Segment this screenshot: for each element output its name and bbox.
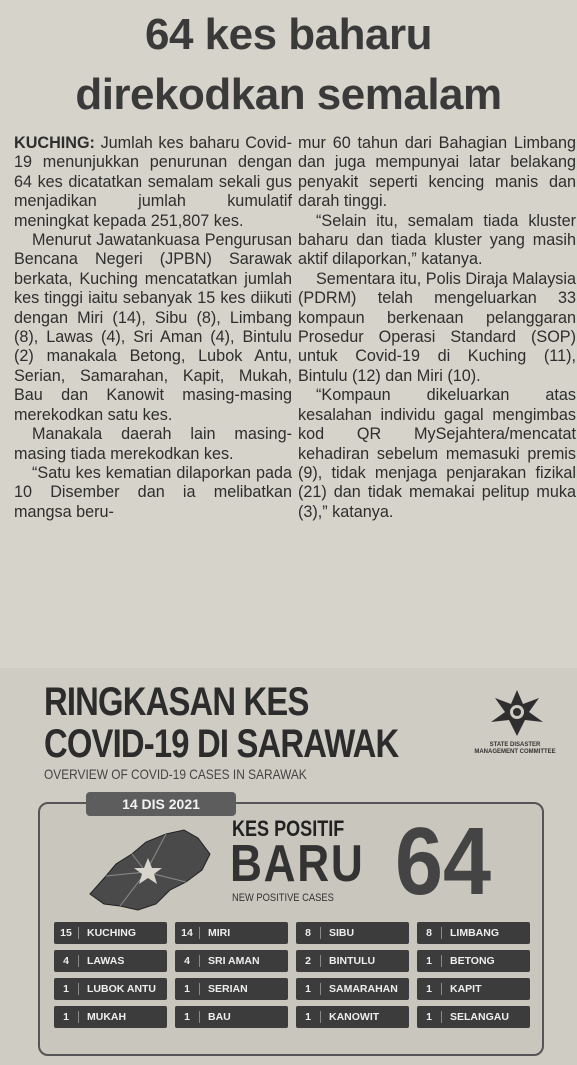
case-count: 2	[296, 955, 321, 967]
district-cell	[296, 922, 409, 944]
sarawak-map-icon	[86, 824, 216, 914]
case-count: 8	[296, 927, 321, 939]
district-cell	[296, 978, 409, 1000]
paragraph-text: Jumlah kes baharu Covid-19 menunjukkan penurunan dengan 64 kes dicatatkan semalam sekali gus menjadikan jumlah kumulatif meningkat kepada 251,807 kes.	[14, 134, 293, 230]
district-name: BETONG	[450, 955, 495, 967]
district-cell	[417, 978, 530, 1000]
district-cell	[296, 1006, 409, 1028]
district-cell	[296, 950, 409, 972]
case-count: 1	[175, 983, 200, 995]
district-name: SERIAN	[208, 983, 248, 995]
case-count: 1	[296, 983, 321, 995]
infographic-title-line1: RINGKASAN KES	[44, 680, 309, 724]
article-column-left	[14, 134, 292, 522]
district-name: LIMBANG	[450, 927, 499, 939]
headline-line2: direkodkan semalam	[75, 70, 502, 119]
case-count: 14	[175, 927, 200, 939]
cases-panel	[38, 796, 544, 1056]
case-count: 1	[54, 1011, 79, 1023]
district-name: LUBOK ANTU	[87, 983, 157, 995]
article-paragraph: “Kompaun dikeluarkan atas kesalahan individu gagal mengimbas kod QR MySejahtera/mencatat kehadiran sebelum memasuki premis (9), tidak menjaga penjarakan fizikal (21) dan tidak memakai pelitup muka (3),” katanya.	[298, 386, 576, 521]
label-baru: BARU	[230, 835, 365, 893]
district-cell	[175, 978, 288, 1000]
article-paragraph	[14, 134, 292, 231]
district-name: MUKAH	[87, 1011, 127, 1023]
district-cell	[54, 922, 167, 944]
district-cell	[175, 922, 288, 944]
district-name: SRI AMAN	[208, 955, 260, 967]
case-count: 8	[417, 927, 442, 939]
district-name: MIRI	[208, 927, 231, 939]
infographic-title-line2: COVID-19 DI SARAWAK	[44, 722, 399, 766]
district-cell	[417, 1006, 530, 1028]
article-paragraph: Menurut Jawatankuasa Pengurusan Bencana Negeri (JPBN) Sarawak berkata, Kuching mencatatkan jumlah kes tinggi iaitu sebanyak 15 kes diikuti dengan Miri (14), Sibu (8), Limbang (8), Lawas (4), Sri Aman (4), Bintulu (2) manakala Betong, Lubok Antu, Serian, Samarahan, Kapit, Mukah, Bau dan Kanowit masing-masing merekodkan satu kes.	[14, 231, 292, 424]
district-cases-grid	[54, 922, 530, 1034]
case-count: 1	[417, 983, 442, 995]
state-emblem-icon	[487, 682, 547, 742]
case-count: 1	[296, 1011, 321, 1023]
article-paragraph: Sementara itu, Polis Diraja Malaysia (PDRM) telah mengeluarkan 33 kompaun berkenaan pelanggaran Prosedur Operasi Standard (SOP) untuk Covid-19 di Kuching (11), Bintulu (12) dan Miri (10).	[298, 269, 577, 385]
case-count: 1	[54, 983, 79, 995]
case-count: 4	[54, 955, 79, 967]
district-name: KUCHING	[87, 927, 136, 939]
district-cell	[417, 922, 530, 944]
district-row	[54, 922, 530, 944]
article-paragraph: Manakala daerah lain masing-masing tiada merekodkan kes.	[14, 425, 292, 463]
label-kes-positif: KES POSITIF	[232, 816, 345, 841]
district-cell	[54, 950, 167, 972]
district-name: SAMARAHAN	[329, 983, 398, 995]
total-new-cases: 64	[395, 808, 492, 915]
article-paragraph: mur 60 tahun dari Bahagian Limbang dan juga mempunyai latar belakang penyakit seperti kencing manis dan darah tinggi.	[298, 134, 576, 211]
case-count: 4	[175, 955, 200, 967]
district-name: SELANGAU	[450, 1011, 509, 1023]
article-paragraph: “Satu kes kematian dilaporkan pada 10 Disember dan ia melibatkan mangsa beru-	[14, 463, 292, 521]
district-row	[54, 950, 530, 972]
district-name: BAU	[208, 1011, 231, 1023]
logo-caption: STATE DISASTER MANAGEMENT COMMITTEE	[474, 742, 556, 755]
district-name: KAPIT	[450, 983, 482, 995]
date-badge: 14 DIS 2021	[86, 792, 236, 816]
dateline: KUCHING:	[14, 134, 95, 152]
district-name: KANOWIT	[329, 1011, 380, 1023]
case-count: 1	[175, 1011, 200, 1023]
district-cell	[417, 950, 530, 972]
label-new-positive-cases: NEW POSITIVE CASES	[232, 892, 334, 904]
infographic-subtitle: OVERVIEW OF COVID-19 CASES IN SARAWAK	[44, 766, 307, 782]
district-name: BINTULU	[329, 955, 376, 967]
district-cell	[54, 1006, 167, 1028]
covid-infographic	[0, 668, 577, 1065]
district-cell	[54, 978, 167, 1000]
case-count: 1	[417, 955, 442, 967]
district-name: SIBU	[329, 927, 355, 939]
article-paragraph: “Selain itu, semalam tiada kluster baharu dan tiada kluster yang masih aktif dilaporkan,” katanya.	[298, 211, 576, 269]
case-count: 15	[54, 927, 79, 939]
case-count: 1	[417, 1011, 442, 1023]
district-row	[54, 1006, 530, 1028]
article-column-right	[298, 134, 576, 522]
district-cell	[175, 1006, 288, 1028]
district-name: LAWAS	[87, 955, 125, 967]
headline-line1: 64 kes baharu	[145, 10, 432, 59]
district-row	[54, 978, 530, 1000]
district-cell	[175, 950, 288, 972]
